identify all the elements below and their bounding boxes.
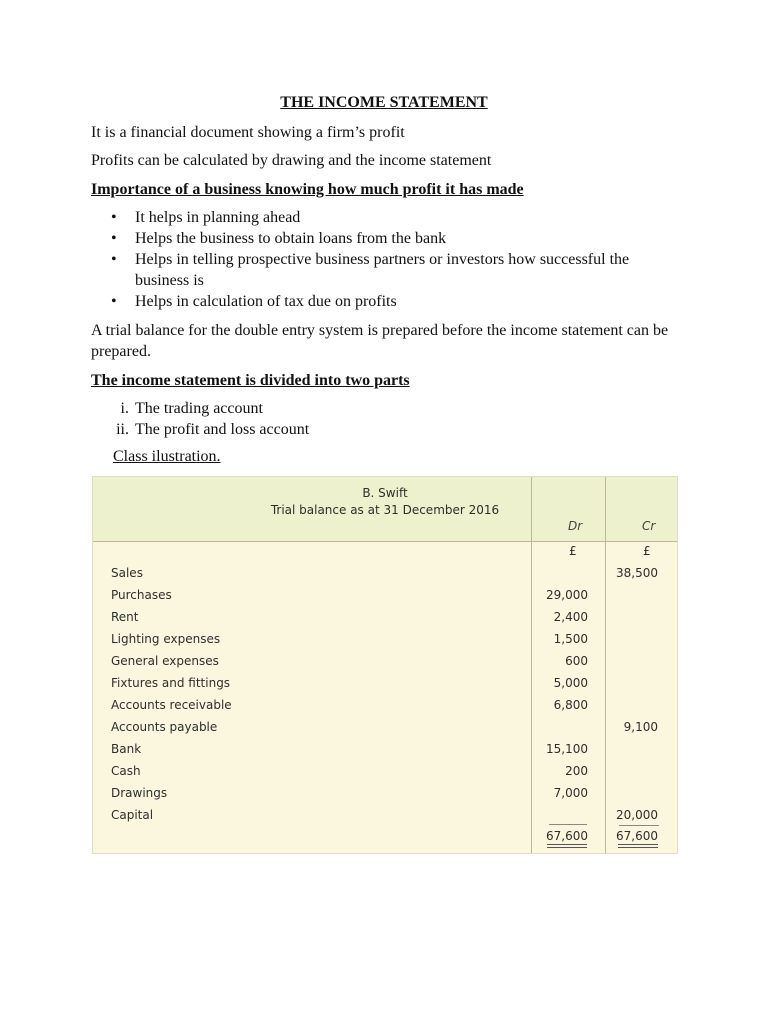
intro-line-1: It is a financial document showing a firm’s profit — [91, 124, 405, 141]
debit-amount: 6,800 — [553, 698, 588, 712]
total-double-rule — [547, 847, 587, 848]
trial-balance-title: Trial balance as at 31 December 2016 — [270, 503, 500, 517]
list-item — [91, 228, 671, 249]
table-row — [93, 654, 677, 676]
list-number: i. — [120, 400, 129, 417]
account-name: Accounts payable — [111, 720, 218, 734]
table-row — [93, 698, 677, 720]
trial-balance-business-name: B. Swift — [362, 486, 408, 500]
account-name: Lighting expenses — [111, 632, 221, 646]
account-name: Drawings — [111, 786, 168, 800]
debit-amount: 200 — [565, 764, 588, 778]
importance-heading: Importance of a business knowing how much profit it has made — [91, 181, 524, 198]
bullet-icon: • — [111, 293, 117, 310]
list-item — [91, 419, 309, 440]
debit-column-label: Dr — [568, 519, 583, 533]
credit-currency-label: £ — [643, 544, 651, 558]
list-item — [91, 249, 671, 291]
table-row — [93, 786, 677, 808]
parts-list — [91, 398, 309, 440]
debit-amount: 5,000 — [553, 676, 588, 690]
table-row — [93, 566, 677, 588]
total-double-rule — [618, 844, 658, 845]
debit-currency-label: £ — [569, 544, 577, 558]
page-title: THE INCOME STATEMENT — [280, 94, 488, 111]
subtotal-rule — [549, 824, 587, 825]
list-item-text: The trading account — [135, 400, 263, 417]
bullet-icon: • — [111, 209, 117, 226]
account-name: Cash — [111, 764, 141, 778]
account-name: Capital — [111, 808, 154, 822]
debit-total: 67,600 — [546, 829, 588, 843]
intro-line-2: Profits can be calculated by drawing and the income statement — [91, 152, 492, 169]
credit-amount: 9,100 — [623, 720, 658, 734]
account-name: Rent — [111, 610, 139, 624]
account-name: Fixtures and fittings — [111, 676, 231, 690]
table-row — [93, 588, 677, 610]
list-item-text: Helps in telling prospective business partners or investors how successful the business is — [135, 251, 630, 289]
debit-amount: 600 — [565, 654, 588, 668]
debit-amount: 29,000 — [546, 588, 588, 602]
account-name: Purchases — [111, 588, 172, 602]
table-row — [93, 676, 677, 698]
parts-heading: The income statement is divided into two parts — [91, 372, 410, 389]
list-item-text: The profit and loss account — [135, 421, 310, 438]
account-name: Accounts receivable — [111, 698, 232, 712]
debit-amount: 2,400 — [553, 610, 588, 624]
bullet-icon: • — [111, 230, 117, 247]
debit-amount: 1,500 — [553, 632, 588, 646]
trial-balance-note: A trial balance for the double entry system is prepared before the income statement can be prepared. — [91, 322, 669, 360]
credit-amount: 20,000 — [616, 808, 658, 822]
credit-amount: 38,500 — [616, 566, 658, 580]
table-row — [93, 764, 677, 786]
account-name: General expenses — [111, 654, 219, 668]
list-item — [91, 398, 309, 419]
debit-amount: 7,000 — [553, 786, 588, 800]
subtotal-rule — [619, 825, 659, 826]
list-item-text: Helps the business to obtain loans from the bank — [135, 230, 447, 247]
debit-amount: 15,100 — [546, 742, 588, 756]
list-number: ii. — [116, 421, 129, 438]
total-double-rule — [547, 844, 587, 845]
class-illustration-label: Class ilustration. — [113, 448, 221, 465]
table-row — [93, 610, 677, 632]
importance-list — [91, 207, 671, 312]
list-item — [91, 291, 671, 312]
account-name: Sales — [111, 566, 143, 580]
table-row — [93, 742, 677, 764]
total-double-rule — [618, 847, 658, 848]
table-row — [93, 632, 677, 654]
bullet-icon: • — [111, 251, 117, 268]
list-item — [91, 207, 671, 228]
list-item-text: It helps in planning ahead — [135, 209, 301, 226]
list-item-text: Helps in calculation of tax due on profits — [135, 293, 397, 310]
credit-column-label: Cr — [642, 519, 656, 533]
credit-total: 67,600 — [616, 829, 658, 843]
table-row — [93, 720, 677, 742]
trial-balance-figure — [92, 476, 678, 854]
header-divider — [93, 541, 677, 542]
account-name: Bank — [111, 742, 142, 756]
table-row — [93, 808, 677, 830]
